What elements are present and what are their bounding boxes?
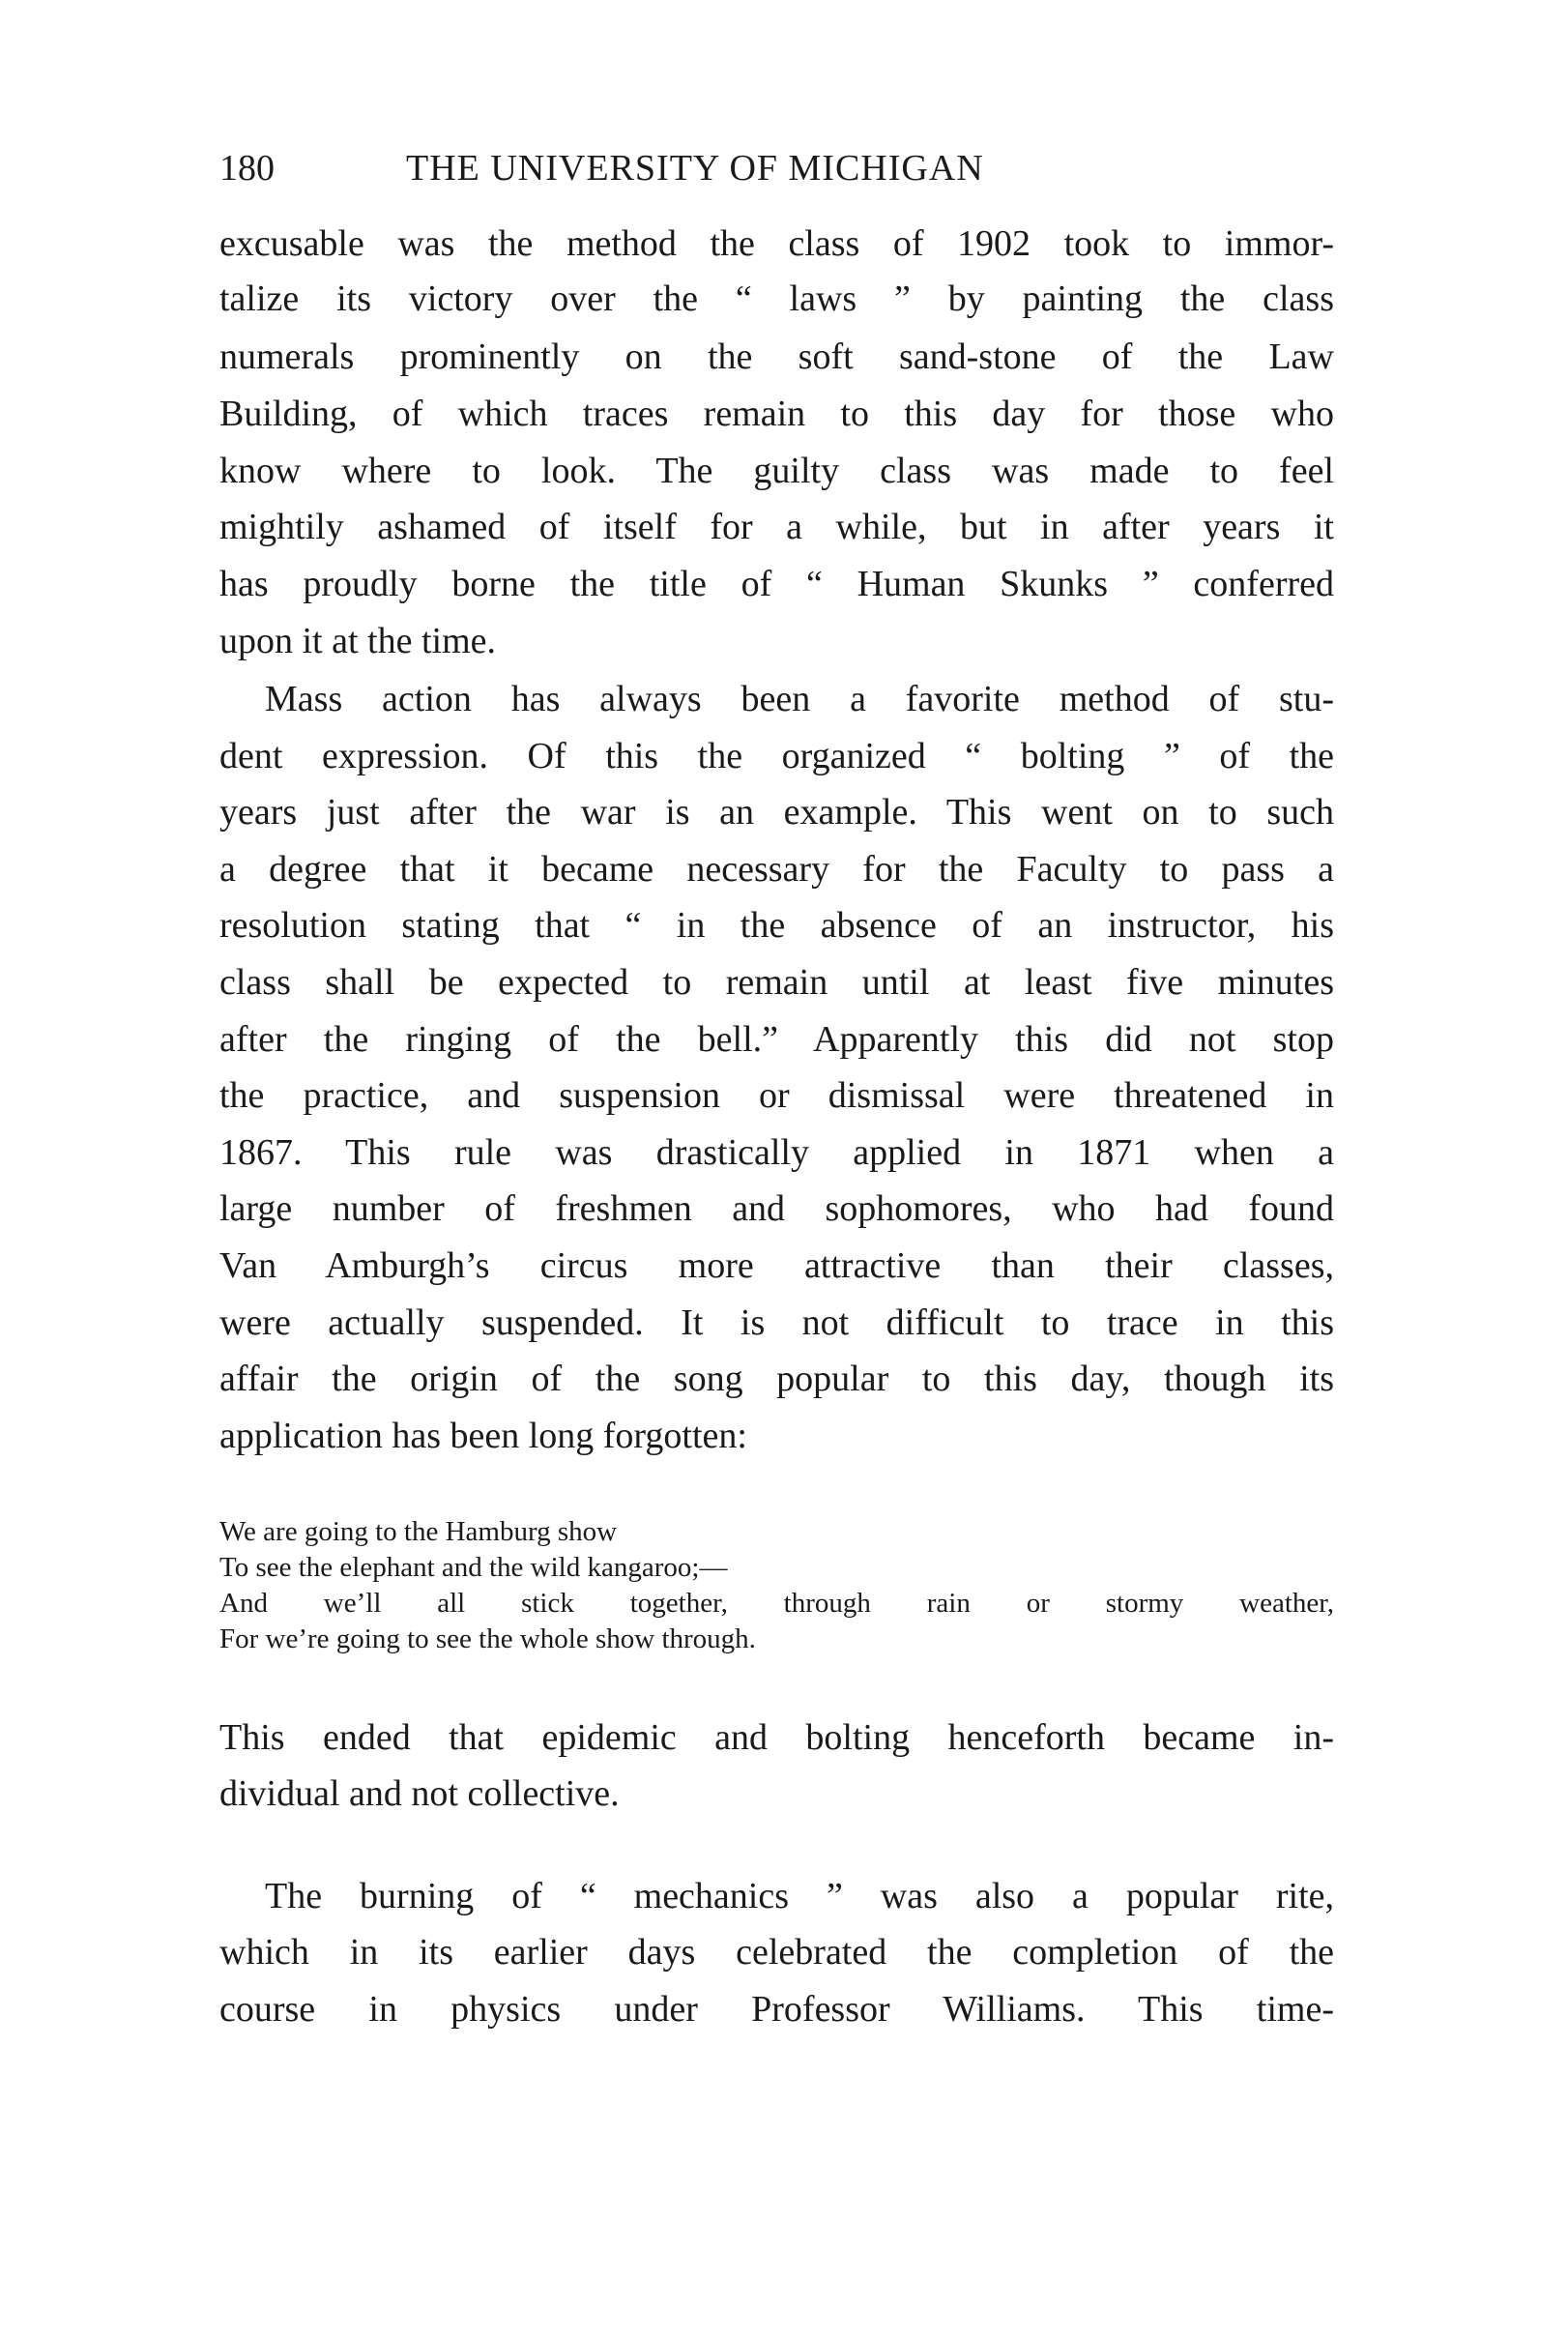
text-line: which in its earlier days celebrated the completion of the (219, 1932, 1334, 1973)
text-line: after the ringing of the bell.” Apparently this did not stop (219, 1019, 1334, 1060)
text-line: the practice, and suspension or dismissal were threatened in (219, 1075, 1334, 1116)
text-line: affair the origin of the song popular to this day, though its (219, 1359, 1334, 1399)
text-line: class shall be expected to remain until at least five minutes (219, 962, 1334, 1003)
text-line: numerals prominently on the soft sand-stone of the Law (219, 336, 1334, 377)
poem-line: We are going to the Hamburg show (219, 1516, 618, 1547)
text-line: application has been long forgotten: (219, 1416, 747, 1456)
text-line: Building, of which traces remain to this day for those who (219, 394, 1334, 434)
text-line: years just after the war is an example. This went on to such (219, 792, 1334, 833)
text-line: This ended that epidemic and bolting henceforth became in- (219, 1717, 1334, 1758)
poem-line: To see the elephant and the wild kangaroo;— (219, 1552, 728, 1583)
text-line: were actually suspended. It is not difficult to trace in this (219, 1302, 1334, 1343)
text-line: The burning of “ mechanics ” was also a popular rite, (265, 1876, 1334, 1916)
text-line: has proudly borne the title of “ Human Skunks ” conferred (219, 564, 1334, 604)
text-line: Van Amburgh’s circus more attractive than their classes, (219, 1245, 1334, 1286)
text-line: know where to look. The guilty class was made to feel (219, 451, 1334, 491)
text-line: 1867. This rule was drastically applied in 1871 when a (219, 1132, 1334, 1173)
poem-line: For we’re going to see the whole show through. (219, 1623, 756, 1654)
text-line: talize its victory over the “ laws ” by painting the class (219, 278, 1334, 319)
poem-line: And we’ll all stick together, through rain or stormy weather, (219, 1588, 1334, 1619)
text-line: large number of freshmen and sophomores, who had found (219, 1188, 1334, 1229)
text-line: Mass action has always been a favorite method of stu- (265, 679, 1334, 719)
text-line: mightily ashamed of itself for a while, but in after years it (219, 507, 1334, 547)
text-line: upon it at the time. (219, 621, 497, 661)
page-number: 180 (219, 148, 275, 189)
text-line: dividual and not collective. (219, 1773, 620, 1814)
text-line: dent expression. Of this the organized “ bolting ” of the (219, 736, 1334, 776)
text-line: excusable was the method the class of 1902 took to immor- (219, 223, 1334, 264)
text-line: course in physics under Professor Williams. This time- (219, 1989, 1334, 2030)
text-line: resolution stating that “ in the absence of an instructor, his (219, 905, 1334, 946)
running-title: THE UNIVERSITY OF MICHIGAN (406, 148, 984, 189)
text-line: a degree that it became necessary for the Faculty to pass a (219, 849, 1334, 890)
